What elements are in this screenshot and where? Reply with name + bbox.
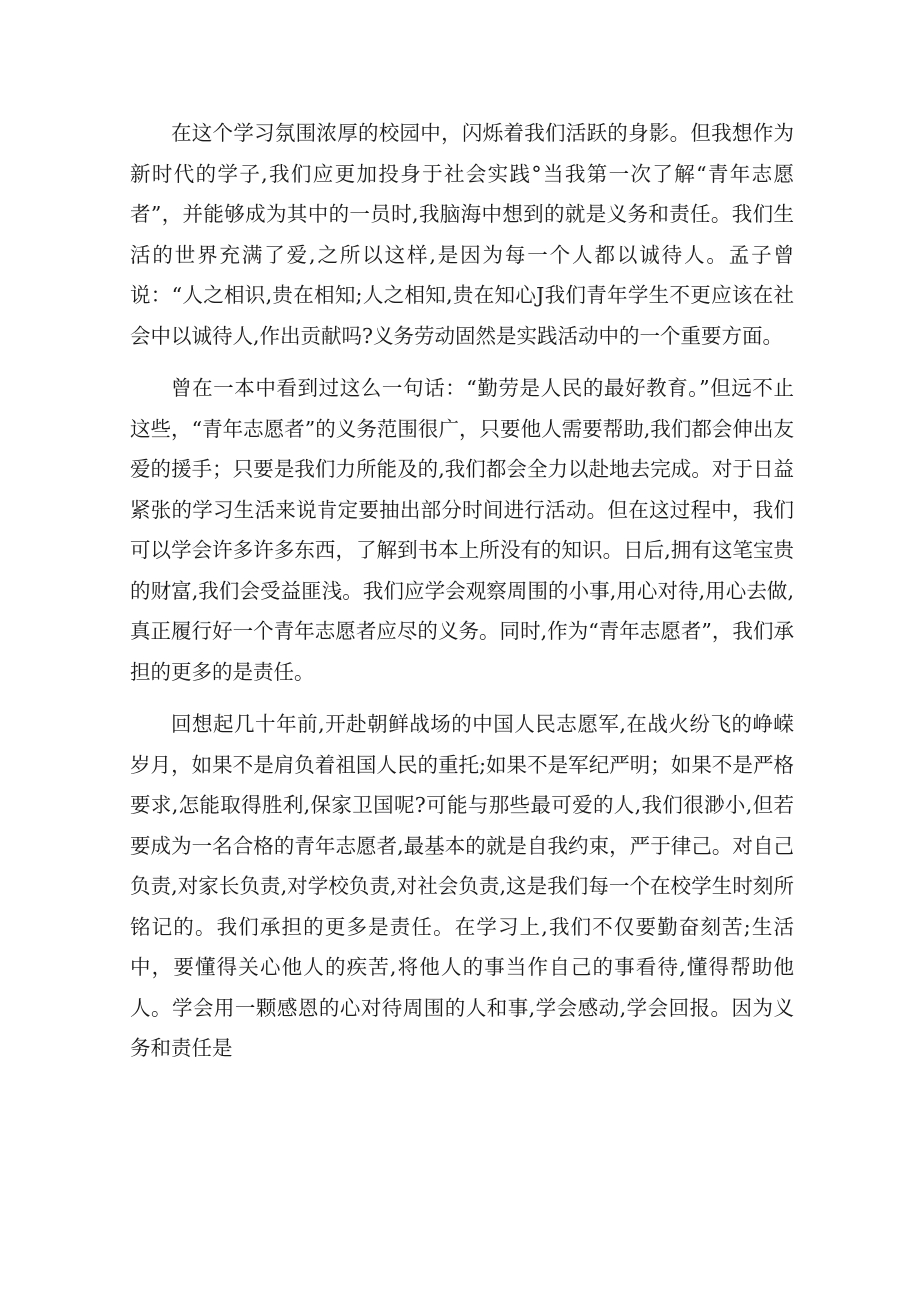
paragraph-2: 曾在一本中看到过这么一句话：“勤劳是人民的最好教育。”但远不止这些，“青年志愿者”的义务范围很广，只要他人需要帮助,我们都会伸出友爱的援手；只要是我们力所能及的,我们都会全力以赴地去完成。对于日益紧张的学习生活来说肯定要抽出部分时间进行活动。但在这过程中，我们可以学会许多许多东西，了解到书本上所没有的知识。日后,拥有这笔宝贵的财富,我们会受益匪浅。我们应学会观察周围的小事,用心对待,用心去做,真正履行好一个青年志愿者应尽的义务。同时,作为“青年志愿者”，我们承担的更多的是责任。 — [130, 376, 794, 684]
paragraph-1: 在这个学习氛围浓厚的校园中，闪烁着我们活跃的身影。但我想作为新时代的学子,我们应更加投身于社会实践°当我第一次了解“青年志愿者”，并能够成为其中的一员时,我脑海中想到的就是义务和责任。我们生活的世界充满了爱,之所以这样,是因为每一个人都以诚待人。孟子曾说：“人之相识,贵在相知;人之相知,贵在知心J我们青年学生不更应该在社会中以诚待人,作出贡献吗?义务劳动固然是实践活动中的一个重要方面。 — [130, 121, 794, 348]
paragraph-3: 回想起几十年前,开赴朝鲜战场的中国人民志愿军,在战火纷飞的峥嵘岁月，如果不是肩负着祖国人民的重托;如果不是军纪严明；如果不是严格要求,怎能取得胜利,保家卫国呢?可能与那些最可爱的人,我们很渺小,但若要成为一名合格的青年志愿者,最基本的就是自我约束，严于律己。对自己负责,对家长负责,对学校负责,对社会负责,这是我们每一个在校学生时刻所铭记的。我们承担的更多是责任。在学习上,我们不仅要勤奋刻苦;生活中，要懂得关心他人的疾苦,将他人的事当作自己的事看待,懂得帮助他人。学会用一颗感恩的心对待周围的人和事,学会感动,学会回报。因为义务和责任是 — [130, 712, 794, 1060]
document-body — [130, 113, 794, 1081]
